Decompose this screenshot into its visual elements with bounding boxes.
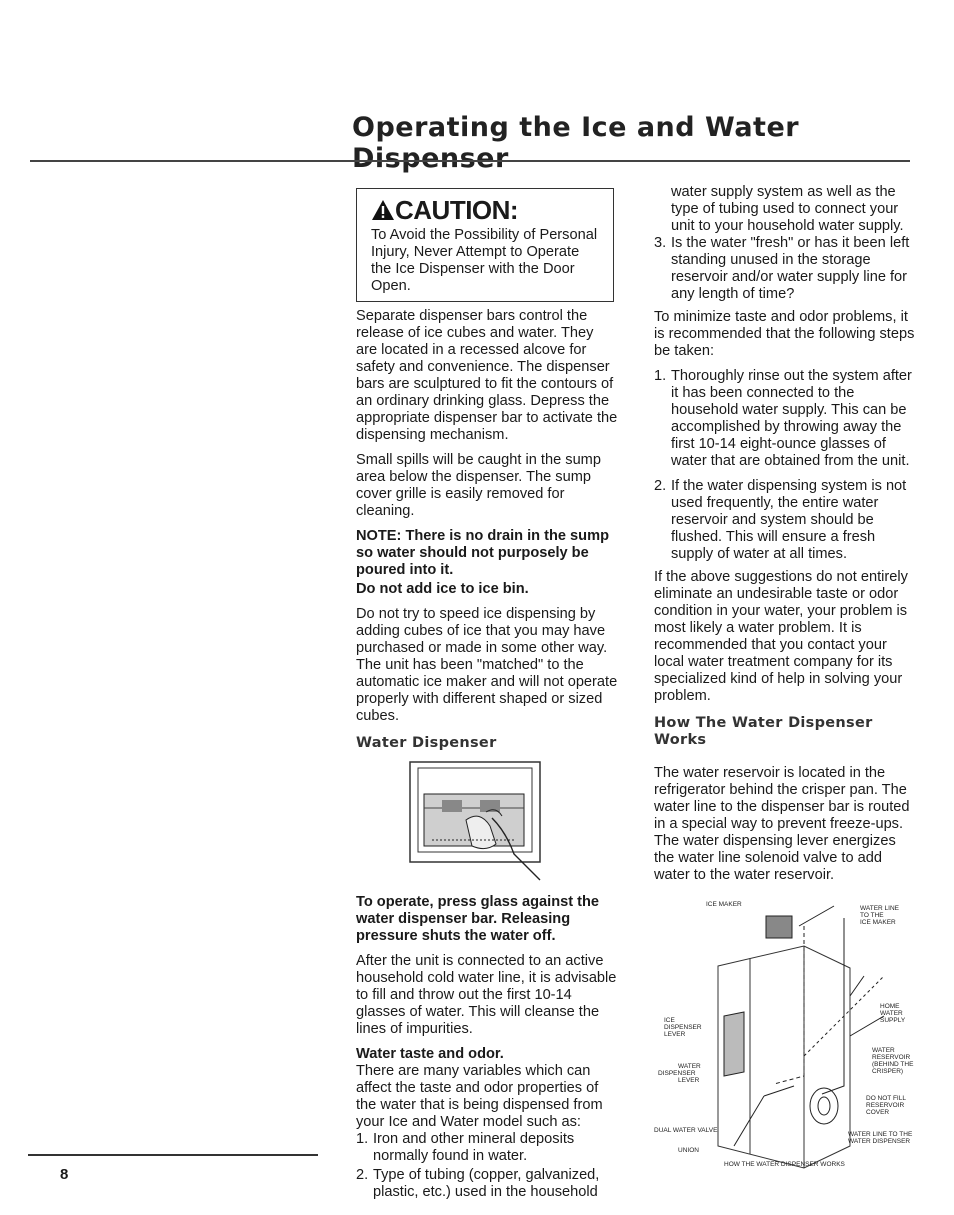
label-water-dispenser-lever: WATER DISPENSER LEVER xyxy=(658,1063,701,1084)
label-dual-water-valve: DUAL WATER VALVE xyxy=(654,1127,718,1134)
paragraph-continued: water supply system as well as the type of tubing used to connect your unit to your household water supply. xyxy=(671,184,904,234)
right-column xyxy=(654,184,916,1186)
variables-list xyxy=(356,1131,618,1201)
paragraph-minimize: To minimize taste and odor problems, it is recommended that the following steps be taken: xyxy=(654,309,915,359)
paragraph-variables: There are many variables which can affect the taste and odor properties of the water that is being dispensed from your Ice and Water model such as: xyxy=(356,1063,603,1130)
paragraph-cleanse-lines: After the unit is connected to an active household cold water line, it is advisable to fill and throw out the first 10-14 glasses of water. This will cleanse the lines of impurities. xyxy=(356,953,617,1037)
label-home-water-supply: HOME WATER SUPPLY xyxy=(880,1003,906,1024)
list-item: 1. Thoroughly rinse out the system after it has been connected to the household water supply. This can be accomplished by throwing away the first 10-14 eight-ounce glasses of water that are obtained from the unit. xyxy=(654,368,912,469)
list-item: 2. If the water dispensing system is not used frequently, the entire water reservoir and system should be flushed. This will ensure a fresh supply of water at all times. xyxy=(654,478,907,562)
steps-list xyxy=(654,368,916,563)
page-title: Operating the Ice and Water Dispenser xyxy=(352,112,800,174)
label-ice-dispenser-lever: ICE DISPENSER LEVER xyxy=(664,1017,702,1038)
heading-taste-odor: Water taste and odor. xyxy=(356,1046,504,1062)
footer-rule xyxy=(28,1154,318,1156)
label-water-reservoir: WATER RESERVOIR (BEHIND THE CRISPER) xyxy=(872,1047,914,1075)
paragraph-speed-ice: Do not try to speed ice dispensing by adding cubes of ice that you may have purchased or made in some other way. The unit has been "matched" to the automatic ice maker and will not operate properly with different shaped or sized cubes. xyxy=(356,606,618,724)
water-dispenser-illustration xyxy=(406,760,548,884)
caution-text: To Avoid the Possibility of Personal Injury, Never Attempt to Operate the Ice Dispenser with the Door Open. xyxy=(371,227,598,294)
note-no-ice: Do not add ice to ice bin. xyxy=(356,581,529,597)
list-item: 1. Iron and other mineral deposits normally found in water. xyxy=(356,1131,575,1164)
operate-instructions: To operate, press glass against the water dispenser bar. Releasing pressure shuts the water off. xyxy=(356,894,600,944)
water-dispenser-diagram xyxy=(654,896,924,1186)
paragraph-reservoir: The water reservoir is located in the refrigerator behind the crisper pan. The water line to the dispenser bar is routed in a special way to prevent freeze-ups. The water dispensing lever energizes the water line solenoid valve to add water to the water reservoir. xyxy=(654,765,910,883)
label-water-line-dispenser: WATER LINE TO THE WATER DISPENSER xyxy=(848,1131,913,1145)
left-column xyxy=(356,188,618,1207)
label-water-line-ice-maker: WATER LINE TO THE ICE MAKER xyxy=(860,905,900,926)
label-do-not-fill: DO NOT FILL RESERVOIR COVER xyxy=(866,1095,906,1116)
list-item: 2. Type of tubing (copper, galvanized, plastic, etc.) used in the household xyxy=(356,1167,600,1200)
paragraph-water-problem: If the above suggestions do not entirely eliminate an undesirable taste or odor condition in your water, your problem is most likely a water problem. It is recommended that you contact your local water treatment company for its specialized kind of help in solving your problem. xyxy=(654,569,908,704)
diagram-caption: HOW THE WATER DISPENSER WORKS xyxy=(724,1161,845,1168)
label-union: UNION xyxy=(678,1147,699,1154)
heading-how-dispenser-works: How The Water Dispenser Works xyxy=(654,715,873,748)
label-ice-maker: ICE MAKER xyxy=(706,901,742,908)
note-no-drain: NOTE: There is no drain in the sump so water should not purposely be poured into it. xyxy=(356,528,609,578)
list-item: 3. Is the water "fresh" or has it been left standing unused in the storage reservoir and/or water supply line for any length of time? xyxy=(654,235,910,302)
caution-heading xyxy=(371,195,603,225)
heading-water-dispenser: Water Dispenser xyxy=(356,735,497,751)
title-rule xyxy=(30,160,910,162)
warning-triangle-icon xyxy=(371,199,395,221)
caution-box xyxy=(356,188,614,302)
page-number: 8 xyxy=(60,1166,69,1183)
paragraph-dispenser-bars: Separate dispenser bars control the release of ice cubes and water. They are located in a recessed alcove for safety and convenience. The dispenser bars are sculptured to fit the contours of an ordinary drinking glass. Depress the appropriate dispenser bar to activate the dispensing mechanism. xyxy=(356,308,618,443)
paragraph-small-spills: Small spills will be caught in the sump area below the dispenser. The sump cover grille is easily removed for cleaning. xyxy=(356,452,601,519)
caution-heading-text: CAUTION: xyxy=(395,195,519,225)
variables-list-continued xyxy=(654,235,916,303)
